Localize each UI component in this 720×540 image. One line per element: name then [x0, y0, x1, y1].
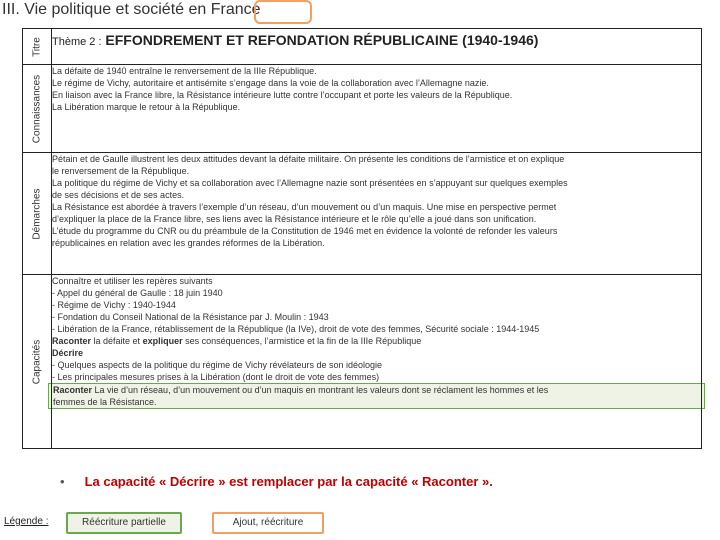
expliquer-text: ses conséquences, l’armistice et la fin de la IIIe République [182, 336, 422, 346]
expliquer-keyword: expliquer [142, 336, 183, 346]
titre-content [52, 29, 702, 65]
capacites-content [52, 275, 702, 449]
decrire-keyword: Décrire [52, 348, 84, 358]
demarches-content [52, 153, 702, 275]
rewritten-raconter-block [48, 383, 705, 409]
page-title: III. Vie politique et société en France [2, 1, 261, 18]
theme-title: EFFONDREMENT ET REFONDATION RÉPUBLICAINE (1940-1946) [105, 32, 539, 48]
connaissances-line: En liaison avec la France libre, la Résistance intérieure lutte contre l’occupant et porte les valeurs de la République. [52, 90, 513, 100]
row-label-cell [23, 65, 52, 153]
raconter2-text: La vie d’un réseau, d’un mouvement ou d’un maquis en montrant les valeurs dont se réclament les hommes et les [92, 385, 549, 395]
demarches-line: de ses décisions et de ses actes. [52, 190, 185, 200]
connaissances-line: Le régime de Vichy, autoritaire et antisémite s’engage dans la voie de la collaboration avec l’Allemagne nazie. [52, 78, 489, 88]
change-note [60, 474, 493, 489]
row-label-demarches: Démarches [31, 187, 43, 240]
demarches-line: Pétain et de Gaulle illustrent les deux attitudes devant la défaite militaire. On présente les conditions de l’armistice et on explique [52, 154, 565, 164]
bullet-marker: • [60, 474, 65, 489]
capacites-item: - Libération de la France, rétablissement de la République (la IVe), droit de vote des femmes, Sécurité sociale : 1944-1945 [52, 324, 540, 334]
demarches-line: L’étude du programme du CNR ou du préambule de la Constitution de 1946 met en évidence la volonté de refonder les valeurs [52, 226, 558, 236]
table-row-titre [23, 29, 702, 65]
demarches-line: La Résistance est abordée à travers l’exemple d’un réseau, d’un mouvement ou d’un maquis. Une mise en perspective permet [52, 202, 557, 212]
table-row-capacites [23, 275, 702, 449]
row-label-cell [23, 153, 52, 275]
change-note-text: La capacité « Décrire » est remplacer par la capacité « Raconter ». [84, 474, 493, 489]
raconter-line [52, 335, 701, 347]
legend-label: Légende : [4, 516, 49, 527]
capacites-item: - Régime de Vichy : 1940-1944 [52, 300, 176, 310]
capacites-item: - Appel du général de Gaulle : 18 juin 1940 [52, 288, 223, 298]
demarches-line: républicaines en relation avec les grandes réformes de la Libération. [52, 238, 325, 248]
capacites-heading: Connaître et utiliser les repères suivants [52, 276, 213, 286]
connaissances-content [52, 65, 702, 153]
row-label-cell [23, 29, 52, 65]
table-row-connaissances [23, 65, 702, 153]
raconter2-keyword: Raconter [53, 385, 93, 395]
connaissances-line: La Libération marque le retour à la République. [52, 102, 241, 112]
theme-line [52, 29, 701, 51]
demarches-line: le renversement de la République. [52, 166, 190, 176]
connaissances-line: La défaite de 1940 entraîne le renversement de la IIIe République. [52, 66, 317, 76]
demarches-line: La politique du régime de Vichy et sa collaboration avec l’Allemagne nazie sont présentées en s’appuyant sur quelques exemples [52, 178, 568, 188]
capacites-item: - Fondation du Conseil National de la Résistance par J. Moulin : 1943 [52, 312, 329, 322]
legend-orange-swatch: Ajout, réécriture [212, 512, 324, 534]
row-label-cell [23, 275, 52, 449]
table-row-demarches [23, 153, 702, 275]
program-table [22, 28, 702, 449]
row-label-connaissances: Connaissances [31, 74, 43, 143]
raconter2-line [53, 384, 700, 396]
theme-prefix: Thème 2 : [52, 36, 102, 48]
decrire-item: - Quelques aspects de la politique du régime de Vichy révélateurs de son idéologie [52, 360, 383, 370]
row-label-capacites: Capacités [31, 339, 43, 384]
raconter2-line: femmes de la Résistance. [53, 397, 157, 407]
title-highlight-box [254, 0, 312, 24]
legend [4, 516, 52, 527]
legend-green-swatch: Réécriture partielle [66, 512, 182, 534]
raconter-keyword: Raconter [52, 336, 92, 346]
demarches-line: d’expliquer la place de la France libre, ses liens avec la Résistance intérieure et le rôle qu’elle a joué dans son unification. [52, 214, 537, 224]
row-label-titre: Titre [31, 36, 43, 57]
raconter-text: la défaite et [91, 336, 143, 346]
decrire-item: - Les principales mesures prises à la Libération (dont le droit de vote des femmes) [52, 372, 380, 382]
